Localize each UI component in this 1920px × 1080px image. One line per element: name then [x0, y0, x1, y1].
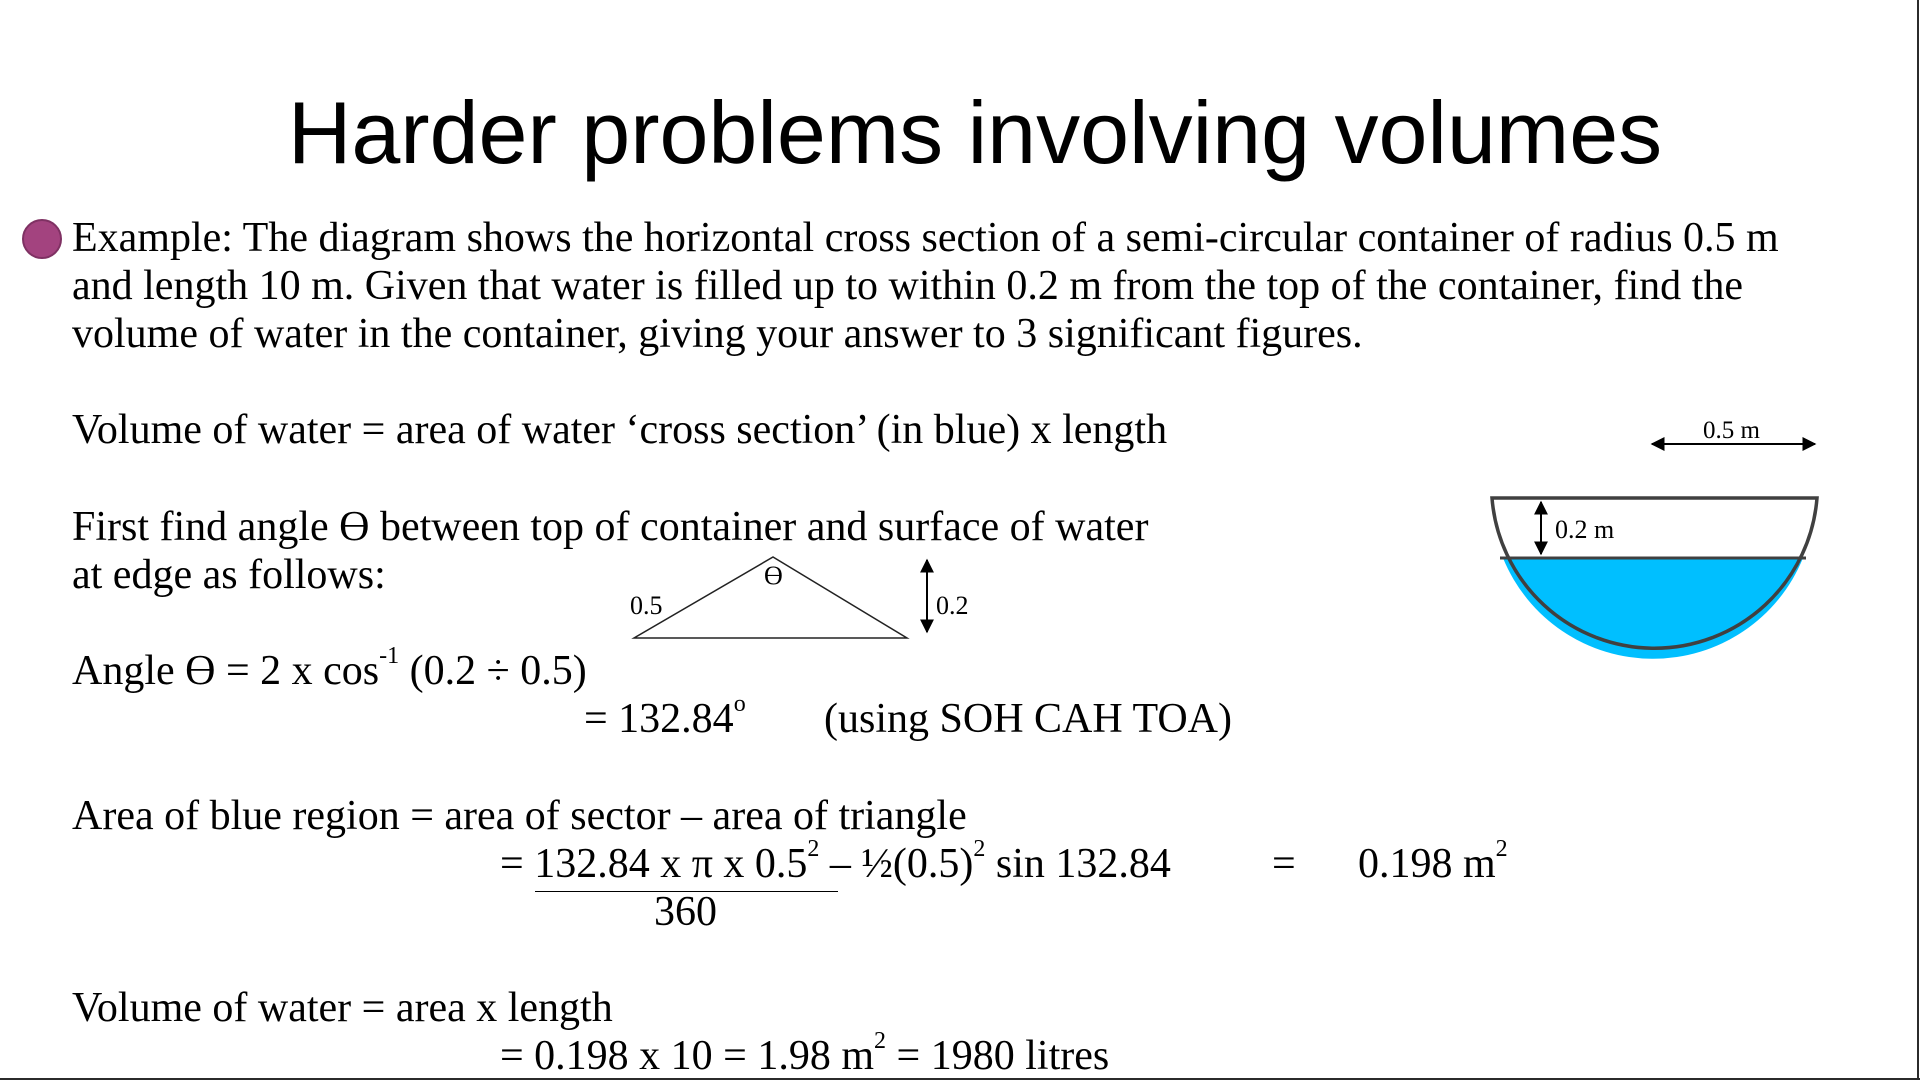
example-line-3: volume of water in the container, giving your answer to 3 significant figures.	[72, 311, 1363, 357]
triangle-side-label: 0.5	[630, 591, 663, 620]
container-width-label: 0.5 m	[1703, 417, 1760, 444]
example-line-2: and length 10 m. Given that water is filled up to within 0.2 m from the top of the container, find the	[72, 263, 1743, 309]
angle-intro-line-1: First find angle ϴ between top of container and surface of water	[72, 504, 1149, 550]
angle-equation: Angle ϴ = 2 x $\cos^{-1} (0.2 \div 0.5)$	[72, 643, 587, 694]
volume-formula: Volume of water = area of water ‘cross section’ (in blue) x length	[72, 407, 1168, 453]
example-line-1: Example: The diagram shows the horizontal cross section of a semi-circular container of radius 0.5 m	[72, 215, 1779, 261]
volume-calculation: = 0.198 x 10 = 1.98 $m^2 = 1980$ litres	[500, 1028, 1110, 1079]
slide-title: Harder problems involving volumes	[287, 83, 1663, 182]
angle-result: = $132.84^o$	[584, 691, 746, 742]
area-equation: = 132.84 x π x $0.5^2$ – $\frac{1}{2}(0.5)^2$ sin 132.84	[500, 836, 1171, 887]
area-denominator: 360	[654, 889, 717, 935]
area-heading: Area of blue region = area of sector – area of triangle	[72, 793, 967, 839]
angle-intro-line-2: at edge as follows:	[72, 552, 386, 598]
area-equals: =	[1272, 841, 1296, 887]
area-result: 0.198 $m^2$	[1358, 836, 1508, 887]
angle-note: (using SOH CAH TOA)	[824, 696, 1232, 742]
container-gap-label: 0.2 m	[1555, 515, 1615, 544]
volume-heading: Volume of water = area x length	[72, 985, 613, 1031]
triangle-height-label: 0.2	[936, 591, 969, 620]
triangle-angle-label: ϴ	[764, 561, 783, 590]
